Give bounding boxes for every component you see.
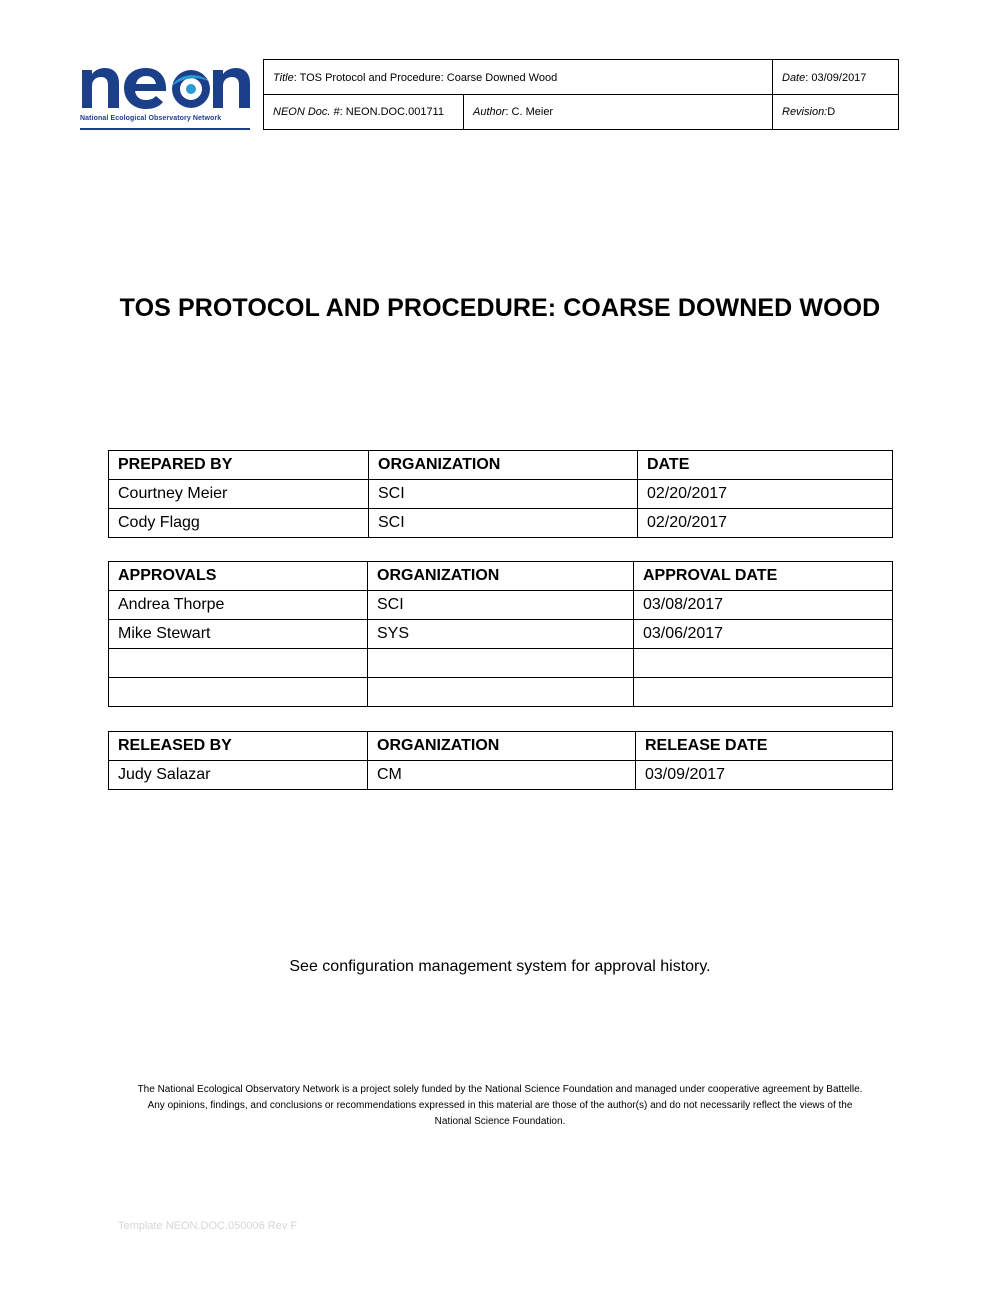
releaser-organization: CM <box>368 761 636 790</box>
table-row <box>109 480 893 509</box>
table-row <box>109 761 893 790</box>
prepared-by-table <box>108 450 893 538</box>
releaser-name: Judy Salazar <box>109 761 368 790</box>
approver-name <box>109 649 368 678</box>
approval-history-note: See configuration management system for approval history. <box>289 958 711 975</box>
column-header: ORGANIZATION <box>368 732 636 761</box>
column-header: DATE <box>638 451 893 480</box>
header-author-cell <box>464 95 773 129</box>
header-date-cell <box>773 60 898 95</box>
column-header: RELEASE DATE <box>636 732 893 761</box>
approver-organization: SYS <box>368 620 634 649</box>
released-by-table <box>108 731 893 790</box>
table-row <box>109 649 893 678</box>
preparer-name: Cody Flagg <box>109 509 369 538</box>
column-header: APPROVALS <box>109 562 368 591</box>
header-divider <box>463 95 464 129</box>
revision-label: Revision: <box>782 106 828 118</box>
approval-date <box>634 649 893 678</box>
approval-date <box>634 678 893 707</box>
neon-logo <box>80 60 252 132</box>
column-header: ORGANIZATION <box>369 451 638 480</box>
column-header: ORGANIZATION <box>368 562 634 591</box>
table-row <box>109 678 893 707</box>
disclaimer-line: National Science Foundation. <box>434 1116 566 1127</box>
prepared-date: 02/20/2017 <box>638 480 893 509</box>
document-title: TOS PROTOCOL AND PROCEDURE: COARSE DOWNED WOOD <box>119 294 881 322</box>
date-label: Date <box>782 71 806 84</box>
approver-organization <box>368 678 634 707</box>
author-label: Author <box>473 106 506 118</box>
author-value: : C. Meier <box>505 106 554 118</box>
column-header: APPROVAL DATE <box>634 562 893 591</box>
approver-name <box>109 678 368 707</box>
release-date: 03/09/2017 <box>636 761 893 790</box>
header-divider <box>264 94 898 95</box>
revision-value: D <box>827 106 836 118</box>
header-doc-number-cell <box>264 95 464 129</box>
approval-date: 03/08/2017 <box>634 591 893 620</box>
approver-name: Mike Stewart <box>109 620 368 649</box>
table-header-row <box>109 562 893 591</box>
approvals-table <box>108 561 893 707</box>
title-value: : TOS Protocol and Procedure: Coarse Downed Wood <box>293 71 558 84</box>
column-header: RELEASED BY <box>109 732 368 761</box>
logo-underline <box>80 128 250 130</box>
title-label: Title <box>273 71 294 84</box>
approver-organization <box>368 649 634 678</box>
preparer-organization: SCI <box>369 509 638 538</box>
prepared-date: 02/20/2017 <box>638 509 893 538</box>
table-row <box>109 591 893 620</box>
approval-date: 03/06/2017 <box>634 620 893 649</box>
template-reference: Template NEON.DOC.050006 Rev F <box>118 1220 298 1232</box>
neon-wordmark-logo <box>80 60 252 112</box>
approver-organization: SCI <box>368 591 634 620</box>
table-header-row <box>109 451 893 480</box>
doc-number-value: : NEON.DOC.001711 <box>339 106 444 118</box>
header-revision-cell <box>773 95 898 129</box>
disclaimer-line: The National Ecological Observatory Network is a project solely funded by the National Science Foundation and managed under cooperative agreement by Battelle. <box>137 1084 863 1095</box>
header-divider <box>772 60 773 129</box>
disclaimer-line: Any opinions, findings, and conclusions or recommendations expressed in this material are those of the author(s) and do not necessarily reflect the views of the <box>147 1100 853 1111</box>
date-value: : 03/09/2017 <box>805 71 867 84</box>
column-header: PREPARED BY <box>109 451 369 480</box>
table-row <box>109 620 893 649</box>
header-title-cell <box>264 60 773 95</box>
table-row <box>109 509 893 538</box>
logo-subtitle: National Ecological Observatory Network <box>80 115 222 122</box>
approver-name: Andrea Thorpe <box>109 591 368 620</box>
preparer-organization: SCI <box>369 480 638 509</box>
funding-disclaimer <box>100 1082 900 1130</box>
preparer-name: Courtney Meier <box>109 480 369 509</box>
table-header-row <box>109 732 893 761</box>
doc-number-label: NEON Doc. # <box>273 106 340 118</box>
document-header-table <box>263 59 899 130</box>
